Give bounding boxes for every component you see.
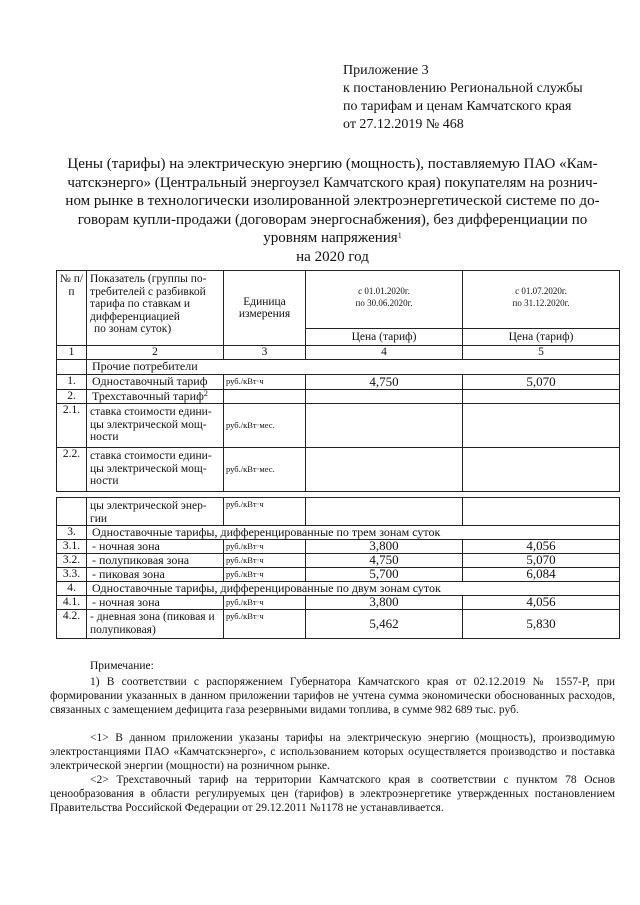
table-row bbox=[57, 390, 620, 404]
row-num: 1. bbox=[57, 375, 87, 390]
row-unit: руб./кВт·ч bbox=[224, 610, 306, 639]
note-footnote-2: <2> Трехставочный тариф на территории Камчатского края в соответствии с пунктом 78 Основ ценообразования в области регулируемых цен (тарифов) в электроэнергетике утвержденных постановлением Правительства Российской Федерации от 29.12.2011 №1178 не устанавливается. bbox=[50, 774, 615, 814]
header-indicator-line: по зонам суток) bbox=[94, 323, 172, 335]
price-h2: 5,070 bbox=[463, 375, 620, 390]
header-indicator-line: тарифа по ставкам и bbox=[90, 298, 191, 310]
price-h1: 4,750 bbox=[306, 554, 463, 568]
row-num: 3.2. bbox=[57, 554, 87, 568]
row-num: 4.1. bbox=[57, 596, 87, 610]
table-row bbox=[57, 360, 620, 375]
table-row bbox=[57, 582, 620, 596]
table-row bbox=[57, 554, 620, 568]
row-unit: руб./кВт·ч bbox=[224, 540, 306, 554]
price-h1: 5,462 bbox=[306, 610, 463, 639]
row-name-line: ставка стоимости едини- bbox=[90, 406, 212, 418]
note-footnote-1: <1> В данном приложении указаны тарифы на электрическую энергию (мощность), производимую электростанциями ПАО «Камчатскэнерго», с использованием которых осуществляется производство и поставка электрической энергии (мощности) на розничном рынке. bbox=[50, 732, 615, 772]
header-period-1 bbox=[306, 271, 463, 329]
row-name bbox=[87, 610, 224, 639]
table-row bbox=[57, 540, 620, 554]
period-2-end: по 31.12.2020г. bbox=[512, 298, 570, 308]
tariff-table-part1 bbox=[56, 270, 620, 492]
title-voltage-text: уровням напряжения bbox=[263, 230, 398, 246]
period-2-start: с 01.07.2020г. bbox=[515, 286, 567, 296]
row-unit: руб./кВт·ч bbox=[224, 375, 306, 390]
appendix-authority: по тарифам и ценам Камчатского края bbox=[343, 99, 572, 114]
row-name-line: гии bbox=[90, 512, 108, 525]
price-h1: 4,750 bbox=[306, 375, 463, 390]
row-name: - полупиковая зона bbox=[87, 554, 224, 568]
column-number-row bbox=[57, 346, 620, 360]
row-num: 3.3. bbox=[57, 568, 87, 582]
table-row bbox=[57, 568, 620, 582]
table-row bbox=[57, 596, 620, 610]
column-number: 4 bbox=[306, 346, 463, 360]
row-num: 2.2. bbox=[57, 448, 87, 492]
row-num: 3. bbox=[57, 526, 87, 540]
price-h2: 4,056 bbox=[463, 596, 620, 610]
row-name: - ночная зона bbox=[87, 540, 224, 554]
table-row bbox=[57, 375, 620, 390]
row-num: 3.1. bbox=[57, 540, 87, 554]
row-unit: руб./кВт·мес. bbox=[224, 404, 306, 448]
title-line: Цены (тарифы) на электрическую энергию (мощность), поставляемую ПАО «Кам- bbox=[67, 156, 598, 172]
header-indicator-line: дифференциацией bbox=[90, 310, 180, 323]
row-name bbox=[87, 390, 224, 404]
column-number: 3 bbox=[224, 346, 306, 360]
row-name bbox=[87, 498, 224, 526]
price-h2: 6,084 bbox=[463, 568, 620, 582]
row-num: 4.2. bbox=[57, 610, 87, 639]
table-row bbox=[57, 448, 620, 492]
row-name bbox=[87, 404, 224, 448]
row-unit: руб./кВт·ч bbox=[224, 596, 306, 610]
header-num: № п/п bbox=[57, 271, 87, 346]
row-name-line: цы электрической мощ- bbox=[90, 462, 207, 475]
row-name: Одноставочный тариф bbox=[87, 375, 224, 390]
row-unit: руб./кВт·мес. bbox=[224, 448, 306, 492]
period-1-end: по 30.06.2020г. bbox=[355, 298, 413, 308]
price-h2: 5,070 bbox=[463, 554, 620, 568]
table-row bbox=[57, 404, 620, 448]
row-name-line: ставка стоимости едини- bbox=[90, 450, 212, 462]
title-line: чатскэнерго» (Центральный энергоузел Камчатского края) покупателям на рознич- bbox=[67, 174, 598, 191]
header-indicator-line: требителей с разбивкой bbox=[90, 285, 206, 298]
price-h1: 3,800 bbox=[306, 540, 463, 554]
row-name-line: ности bbox=[90, 431, 119, 443]
price-h2: 5,830 bbox=[463, 610, 620, 639]
group-three-zone: Одноставочные тарифы, дифференцированные по трем зонам суток bbox=[87, 526, 620, 540]
group-other-consumers: Прочие потребители bbox=[87, 360, 620, 375]
row-name-line: полупиковая) bbox=[90, 623, 156, 636]
row-num: 2. bbox=[57, 390, 87, 404]
notes-section bbox=[50, 659, 615, 815]
tariff-table-part2 bbox=[56, 497, 620, 639]
appendix-resolution: к постановлению Региональной службы bbox=[343, 81, 583, 96]
row-name-line: цы электрической мощ- bbox=[90, 418, 207, 431]
appendix-header bbox=[343, 62, 583, 134]
title-line bbox=[50, 229, 615, 248]
table-header-row bbox=[57, 271, 620, 329]
header-price-1: Цена (тариф) bbox=[306, 329, 463, 346]
header-indicator-line: Показатель (группы по- bbox=[90, 273, 207, 285]
title-line: говорам купли-продажи (договорам энергоснабжения), без дифференциации по bbox=[77, 211, 588, 228]
group-two-zone: Одноставочные тарифы, дифференцированные по двум зонам суток bbox=[87, 582, 620, 596]
row-name bbox=[87, 448, 224, 492]
row-name: - пиковая зона bbox=[87, 568, 224, 582]
row-name-text: Трехставочный тариф bbox=[92, 389, 204, 403]
table-row bbox=[57, 610, 620, 639]
row-unit: руб./кВт·ч bbox=[224, 498, 306, 526]
row-num: 2.1. bbox=[57, 404, 87, 448]
row-unit: руб./кВт·ч bbox=[224, 568, 306, 582]
appendix-title: Приложение 3 bbox=[343, 63, 429, 78]
table-row bbox=[57, 526, 620, 540]
column-number: 2 bbox=[87, 346, 224, 360]
appendix-date: от 27.12.2019 № 468 bbox=[343, 117, 464, 132]
row-name: - ночная зона bbox=[87, 596, 224, 610]
row-unit: руб./кВт·ч bbox=[224, 554, 306, 568]
footnote-marker: 2 bbox=[203, 389, 208, 398]
price-h1: 5,700 bbox=[306, 568, 463, 582]
table-row bbox=[57, 498, 620, 526]
row-num: 4. bbox=[57, 582, 87, 596]
row-name-line: - дневная зона (пиковая и bbox=[90, 611, 215, 623]
header-unit: Единица измерения bbox=[224, 271, 306, 346]
header-period-2 bbox=[463, 271, 620, 329]
column-number: 5 bbox=[463, 346, 620, 360]
header-indicator bbox=[87, 271, 224, 346]
column-number: 1 bbox=[57, 346, 87, 360]
period-1-start: с 01.01.2020г. bbox=[358, 286, 410, 296]
document-title bbox=[50, 155, 615, 266]
row-name-line: ности bbox=[90, 475, 119, 487]
price-h1: 3,800 bbox=[306, 596, 463, 610]
header-price-2: Цена (тариф) bbox=[463, 329, 620, 346]
note-1: 1) В соответствии с распоряжением Губернатора Камчатского края от 02.12.2019 № 1557-Р, при формировании указанных в данном приложении тарифов не учтена сумма экономически обоснованных расходов, связанных с замещением дефицита газа резервными видами топлива, в сумме 982 689 тыс. руб. bbox=[50, 676, 615, 716]
price-h2: 4,056 bbox=[463, 540, 620, 554]
footnote-marker: 1 bbox=[397, 231, 402, 240]
title-year: на 2020 год bbox=[296, 248, 369, 265]
row-name-line: цы электрической энер- bbox=[90, 500, 207, 512]
title-line: ном рынке в технологически изолированной электроэнергетической системе по до- bbox=[65, 193, 600, 209]
notes-heading: Примечание: bbox=[90, 660, 154, 672]
